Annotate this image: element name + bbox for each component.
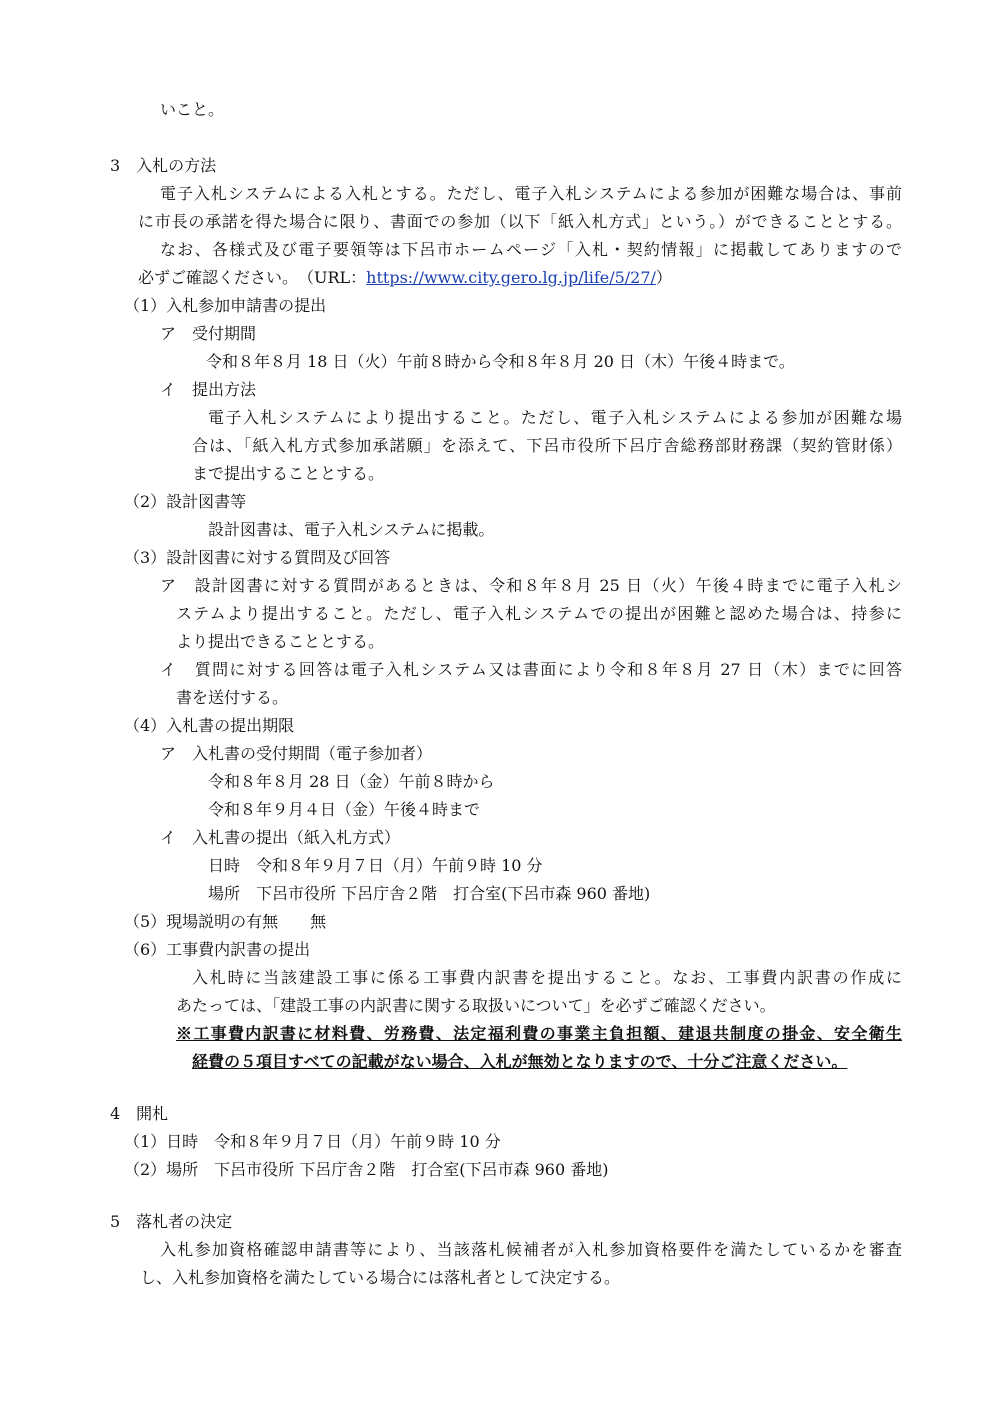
text-line: あたっては、「建設工事の内訳書に関する取扱いについて」を必ずご確認ください。 — [176, 996, 776, 1015]
section-heading: 5 落札者の決定 — [110, 1212, 233, 1231]
warning-note: 経費の５項目すべての記載がない場合、入札が無効となりますので、十分ご注意ください。 — [192, 1052, 848, 1071]
text-line: 場所 下呂市役所 下呂庁舎２階 打合室(下呂市森 960 番地) — [208, 884, 651, 903]
subsection-heading: （2）設計図書等 — [124, 492, 247, 511]
text-line: 令和８年８月 18 日（火）午前８時から令和８年８月 20 日（木）午後４時まで。 — [206, 352, 795, 371]
text-line: に市長の承諾を得た場合に限り、書面での参加（以下「紙入札方式」という。）ができることとする。 — [138, 212, 902, 231]
text-line — [138, 268, 672, 288]
text-line: 日時 令和８年９月７日（月）午前９時 10 分 — [208, 856, 543, 875]
subsection-heading: （5）現場説明の有無 無 — [124, 912, 327, 931]
text-line: （1）日時 令和８年９月７日（月）午前９時 10 分 — [124, 1132, 501, 1151]
text-line: 書を送付する。 — [176, 688, 289, 707]
url-prefix: 必ずご確認ください。 （URL： — [138, 268, 367, 287]
item-heading: ア 入札書の受付期間（電子参加者） — [160, 744, 433, 763]
website-link[interactable]: https://www.city.gero.lg.jp/life/5/27/ — [366, 268, 656, 287]
text-line: 入札時に当該建設工事に係る工事費内訳書を提出すること。なお、工事費内訳書の作成に — [192, 968, 902, 987]
text-line: 電子入札システムにより提出すること。ただし、電子入札システムによる参加が困難な場 — [208, 408, 902, 427]
text-line: より提出できることとする。 — [176, 632, 385, 651]
text-line: イ 質問に対する回答は電子入札システム又は書面により令和８年８月 27 日（木）までに回答 — [160, 660, 902, 679]
text-line: ステムより提出すること。ただし、電子入札システムでの提出が困難と認めた場合は、持参に — [176, 604, 903, 623]
text-line: 令和８年８月 28 日（金）午前８時から — [208, 772, 495, 791]
subsection-heading: （4）入札書の提出期限 — [124, 716, 295, 735]
text-line: いこと。 — [160, 100, 225, 119]
url-suffix: ） — [655, 268, 672, 287]
text-line: 入札参加資格確認申請書等により、当該落札候補者が入札参加資格要件を満たしているかを審査 — [160, 1240, 902, 1259]
text-line: なお、各様式及び電子要領等は下呂市ホームページ「入札・契約情報」に掲載してありますので — [160, 240, 902, 259]
text-line: ア 設計図書に対する質問があるときは、令和８年８月 25 日（火）午後４時までに電子入札シ — [160, 576, 902, 595]
subsection-heading: （6）工事費内訳書の提出 — [124, 940, 311, 959]
warning-note: ※工事費内訳書に材料費、労務費、法定福利費の事業主負担額、建退共制度の掛金、安全衛生 — [176, 1024, 902, 1043]
subsection-heading: （1）入札参加申請書の提出 — [124, 296, 327, 315]
item-heading: ア 受付期間 — [160, 324, 257, 343]
item-heading: イ 入札書の提出（紙入札方式） — [160, 828, 401, 847]
section-heading: 3 入札の方法 — [110, 156, 217, 175]
text-line: 令和８年９月４日（金）午後４時まで — [208, 800, 481, 819]
text-line: し、入札参加資格を満たしている場合には落札者として決定する。 — [140, 1268, 621, 1287]
subsection-heading: （3）設計図書に対する質問及び回答 — [124, 548, 391, 567]
section-heading: 4 開札 — [110, 1104, 169, 1123]
text-line: 電子入札システムによる入札とする。ただし、電子入札システムによる参加が困難な場合は、事前 — [160, 184, 902, 203]
text-line: 合は、「紙入札方式参加承諾願」を添えて、下呂市役所下呂庁舎総務部財務課（契約管財係） — [192, 436, 902, 455]
text-line: まで提出することとする。 — [192, 464, 385, 483]
item-heading: イ 提出方法 — [160, 380, 257, 399]
text-line: 設計図書は、電子入札システムに掲載。 — [208, 520, 495, 539]
text-line: （2）場所 下呂市役所 下呂庁舎２階 打合室(下呂市森 960 番地) — [124, 1160, 609, 1179]
